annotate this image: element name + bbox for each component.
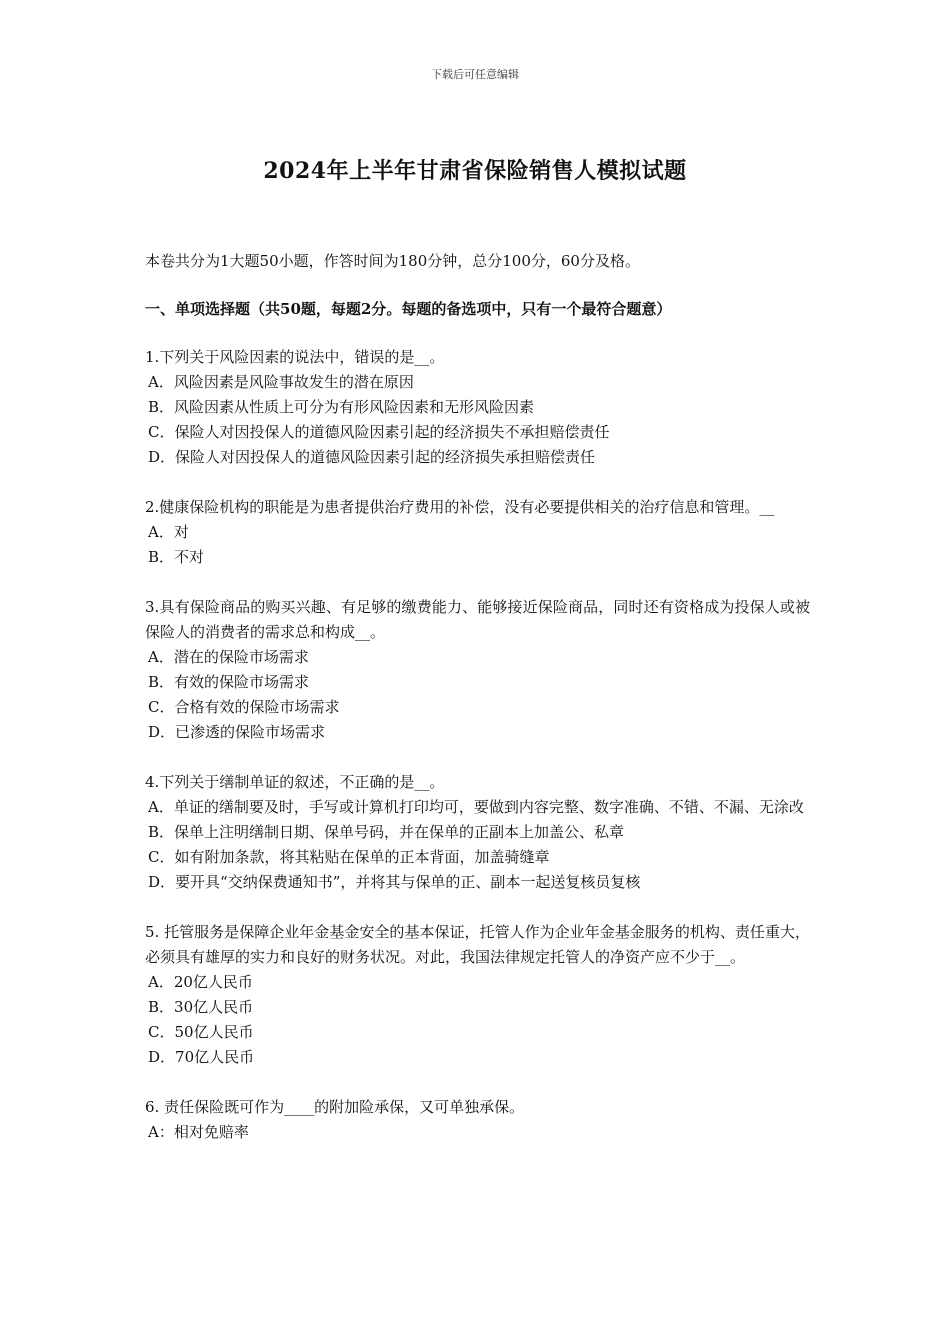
question-list [145,345,810,1145]
answer-option: A．风险因素是风险事故发生的潜在原因 [148,373,414,391]
answer-option: A．单证的缮制要及时，手写或计算机打印均可，要做到内容完整、数字准确、不错、不漏、无涂改 [148,798,804,816]
answer-option: C．合格有效的保险市场需求 [148,698,340,716]
question-6 [145,1095,810,1145]
question-stem: 1.下列关于风险因素的说法中，错误的是__。 [145,348,445,366]
answer-option: D．要开具“交纳保费通知书”，并将其与保单的正、副本一起送复核员复核 [148,873,641,891]
answer-options [145,370,810,470]
exam-intro: 本卷共分为1大题50小题，作答时间为180分钟，总分100分，60分及格。 [145,252,640,270]
answer-option: B．30亿人民币 [148,998,254,1016]
answer-options [145,645,810,745]
answer-option: C．如有附加条款，将其粘贴在保单的正本背面，加盖骑缝章 [148,848,550,866]
question-stem: 3.具有保险商品的购买兴趣、有足够的缴费能力、能够接近保险商品，同时还有资格成为投保人或被保险人的消费者的需求总和构成__。 [145,598,810,641]
question-stem: 5. 托管服务是保障企业年金基金安全的基本保证，托管人作为企业年金基金服务的机构、责任重大，必须具有雄厚的实力和良好的财务状况。对此，我国法律规定托管人的净资产应不少于__。 [145,923,810,966]
answer-options [145,520,810,570]
question-5 [145,920,810,1070]
question-stem: 6. 责任保险既可作为____的附加险承保，又可单独承保。 [145,1098,525,1116]
answer-option: A．潜在的保险市场需求 [148,648,309,666]
answer-options [145,970,810,1070]
page-title: 2024年上半年甘肃省保险销售人模拟试题 [263,158,687,184]
question-3 [145,595,810,745]
answer-option: D．保险人对因投保人的道德风险因素引起的经济损失承担赔偿责任 [148,448,596,466]
answer-option: D．已渗透的保险市场需求 [148,723,326,741]
question-stem: 4.下列关于缮制单证的叙述，不正确的是__。 [145,773,445,791]
answer-option: B．保单上注明缮制日期、保单号码，并在保单的正副本上加盖公、私章 [148,823,625,841]
header-note: 下载后可任意编辑 [431,68,519,81]
answer-option: A：相对免赔率 [148,1123,249,1141]
answer-option: A．对 [148,523,189,541]
answer-option: C．50亿人民币 [148,1023,254,1041]
document-body [145,249,810,1170]
answer-option: C．保险人对因投保人的道德风险因素引起的经济损失不承担赔偿责任 [148,423,610,441]
answer-options [145,1120,810,1145]
question-2 [145,495,810,570]
answer-option: B．风险因素从性质上可分为有形风险因素和无形风险因素 [148,398,535,416]
question-4 [145,770,810,895]
answer-option: B．有效的保险市场需求 [148,673,310,691]
section-heading: 一、单项选择题（共50题，每题2分。每题的备选项中，只有一个最符合题意） [145,300,672,318]
question-stem: 2.健康保险机构的职能是为患者提供治疗费用的补偿，没有必要提供相关的治疗信息和管理。__ [145,498,775,516]
answer-option: D．70亿人民币 [148,1048,255,1066]
answer-option: B．不对 [148,548,205,566]
question-1 [145,345,810,470]
answer-option: A．20亿人民币 [148,973,253,991]
answer-options [145,795,810,895]
